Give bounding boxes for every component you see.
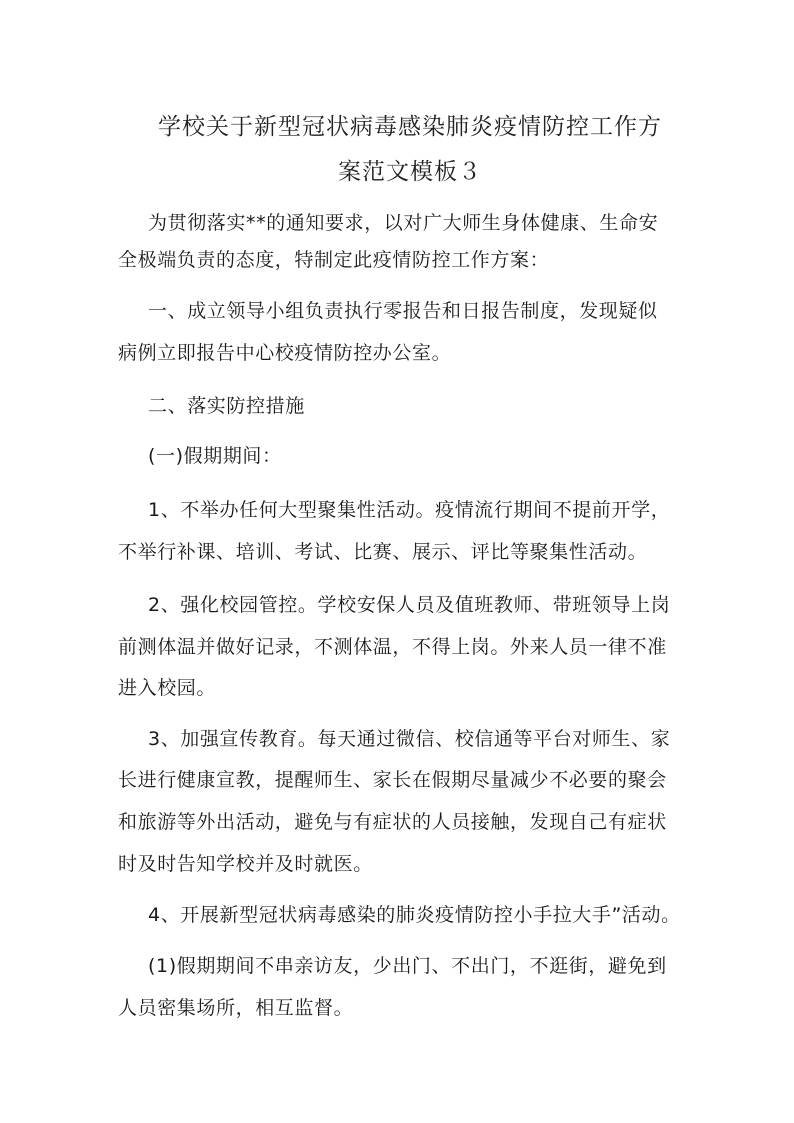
paragraph-5-line-1: 1、不举办任何大型聚集性活动。疫情流行期间不提前开学， [148,499,671,521]
paragraph-3-line-1: 二、落实防控措施 [148,395,305,417]
paragraph-9-line-2: 人员密集场所，相互监督。 [118,997,354,1019]
paragraph-5-line-2: 不举行补课、培训、考试、比赛、展示、评比等聚集性活动。 [118,541,648,563]
paragraph-4-line-1: (一)假期期间： [148,445,282,467]
paragraph-7-line-4: 时及时告知学校并及时就医。 [118,853,373,875]
paragraph-6-line-2: 前测体温并做好记录，不测体温，不得上岗。外来人员一律不准 [118,636,667,658]
paragraph-1-line-2: 全极端负责的态度，特制定此疫情防控工作方案： [118,249,550,271]
paragraph-1-line-1: 为贯彻落实**的通知要求，以对广大师生身体健康、生命安 [148,212,659,234]
paragraph-9-line-1: (1)假期期间不串亲访友，少出门、不出门，不逛街，避免到 [148,955,667,977]
paragraph-7-line-1: 3、加强宣传教育。每天通过微信、校信通等平台对师生、家 [148,728,671,750]
document-title-line-2: 案范文模板３ [338,159,482,185]
paragraph-6-line-3: 进入校园。 [118,677,217,699]
paragraph-7-line-2: 长进行健康宣教，提醒师生、家长在假期尽量减少不必要的聚会 [118,769,667,791]
paragraph-2-line-1: 一、成立领导小组负责执行零报告和日报告制度，发现疑似 [148,300,658,322]
paragraph-6-line-1: 2、强化校园管控。学校安保人员及值班教师、带班领导上岗 [148,594,671,616]
document-title-line-1: 学校关于新型冠状病毒感染肺炎疫情防控工作方 [158,114,662,140]
paragraph-7-line-3: 和旅游等外出活动，避免与有症状的人员接触，发现自己有症状 [118,811,667,833]
paragraph-2-line-2: 病例立即报告中心校疫情防控办公室。 [118,342,452,364]
paragraph-8-line-1: 4、开展新型冠状病毒感染的肺炎疫情防控小手拉大手”活动。 [148,904,681,926]
